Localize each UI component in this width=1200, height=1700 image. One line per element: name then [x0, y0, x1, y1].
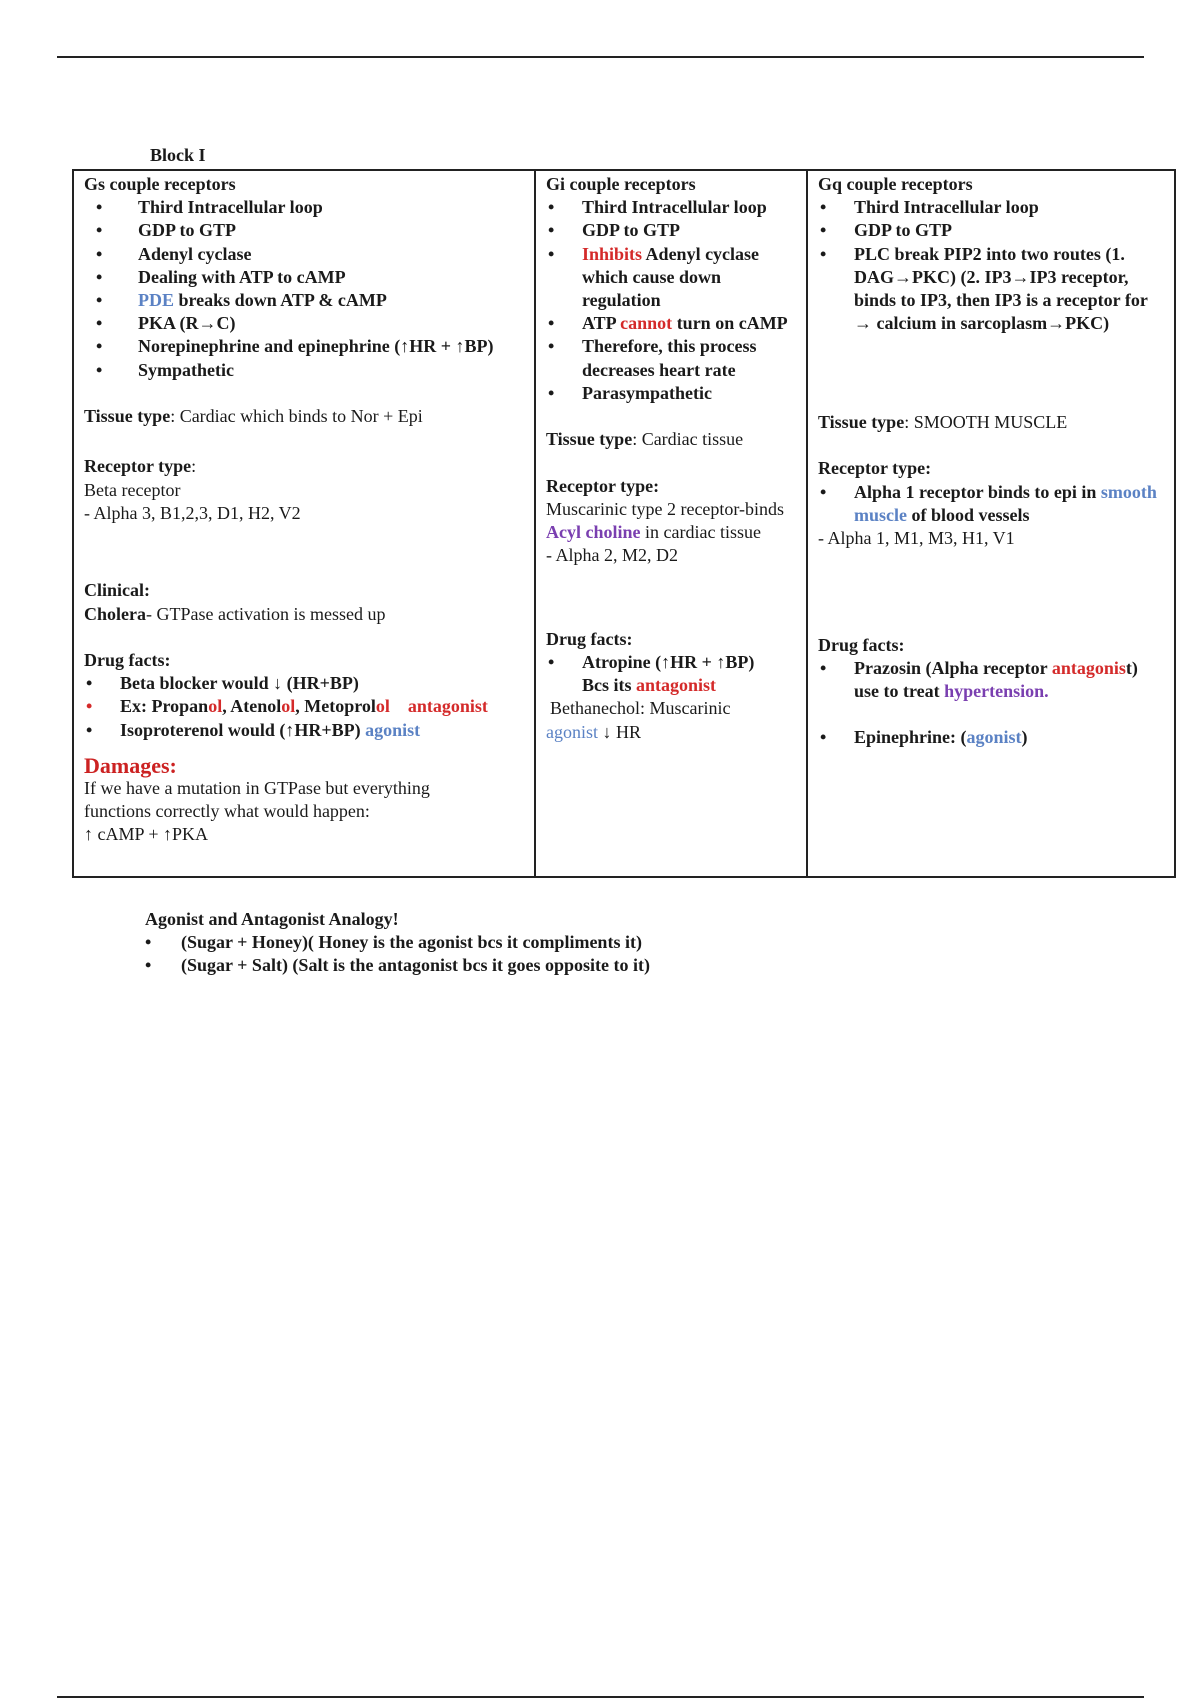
list-item: • Norepinephrine and epinephrine (↑HR + ↑BP) [84, 335, 526, 358]
list-item: • Alpha 1 receptor binds to epi in smooth muscle of blood vessels [818, 481, 1166, 527]
gi-tissue-type: Tissue type: Cardiac tissue [546, 429, 744, 450]
gq-receptor-line2: - Alpha 1, M1, M3, H1, V1 [818, 527, 1015, 548]
gi-bethanechol-line2: agonist ↓ HR [546, 721, 642, 742]
list-item: • Inhibits Adenyl cyclase which cause down regulation [546, 243, 798, 313]
gi-bethanechol: Bethanechol: Muscarinic [550, 698, 731, 719]
list-item: • Dealing with ATP to cAMP [84, 266, 526, 289]
list-item: • Isoproterenol would (↑HR+BP) agonist [84, 719, 526, 742]
gi-bullets [546, 196, 798, 405]
header-rule [57, 56, 1144, 58]
analogy-section [145, 908, 650, 977]
list-item: • Adenyl cyclase [84, 243, 526, 266]
gs-header: Gs couple receptors [84, 174, 236, 194]
list-item: • PLC break PIP2 into two routes (1. DAG→PKC) (2. IP3→IP3 receptor, binds to IP3, then IP3 is a receptor for → calcium in sarcoplasm→PKC) [818, 243, 1166, 336]
gq-receptor-list [818, 481, 1166, 527]
gq-column [808, 171, 1174, 876]
list-item: • Sympathetic [84, 359, 526, 382]
gq-tissue-type: Tissue type: SMOOTH MUSCLE [818, 411, 1068, 432]
gi-receptor-line1: Muscarinic type 2 receptor-binds Acyl choline in cardiac tissue [546, 498, 785, 543]
list-item: • Parasympathetic [546, 382, 798, 405]
block-title: Block I [150, 145, 206, 165]
list-item: • ATP cannot turn on cAMP [546, 312, 798, 335]
list-item: • PKA (R→C) [84, 312, 526, 335]
list-item: • (Sugar + Salt) (Salt is the antagonist bcs it goes opposite to it) [145, 954, 650, 977]
list-item: • Beta blocker would ↓ (HR+BP) [84, 672, 526, 695]
gs-tissue-type: Tissue type: Cardiac which binds to Nor + Epi [84, 406, 423, 427]
gs-bullets [84, 196, 526, 382]
gq-drug-label: Drug facts: [818, 634, 905, 655]
list-item: • Therefore, this process decreases heart rate [546, 335, 798, 381]
gi-header: Gi couple receptors [546, 174, 696, 194]
list-item: • GDP to GTP [84, 219, 526, 242]
list-item: • PDE breaks down ATP & cAMP [84, 289, 526, 312]
gs-damages-label: Damages: [84, 752, 177, 778]
footer-rule [57, 1696, 1144, 1698]
gs-clinical-label: Clinical: [84, 580, 150, 601]
gi-drug-list [546, 651, 798, 697]
gs-drug-list [84, 672, 526, 742]
list-item: • Ex: Propanol, Atenolol, Metoprolol antagonist [84, 695, 526, 718]
list-item: • Prazosin (Alpha receptor antagonist) use to treat hypertension. [818, 657, 1166, 703]
analogy-list [145, 931, 650, 977]
list-item: • Third Intracellular loop [546, 196, 798, 219]
gq-receptor-label: Receptor type: [818, 458, 932, 479]
list-item: • GDP to GTP [818, 219, 1166, 242]
gi-receptor-label: Receptor type: [546, 475, 660, 496]
gi-receptor-line2: - Alpha 2, M2, D2 [546, 545, 678, 566]
gq-header: Gq couple receptors [818, 174, 973, 194]
gs-damages-line1: If we have a mutation in GTPase but everything [84, 778, 430, 798]
list-item: • Third Intracellular loop [84, 196, 526, 219]
gs-drug-label: Drug facts: [84, 649, 171, 670]
gs-receptor-line2: - Alpha 3, B1,2,3, D1, H2, V2 [84, 502, 301, 523]
list-item: • Atropine (↑HR + ↑BP) Bcs its antagonist [546, 651, 798, 697]
gs-damages-line3: ↑ cAMP + ↑PKA [84, 824, 208, 845]
gs-cholera: Cholera- GTPase activation is messed up [84, 603, 386, 624]
list-item: • Third Intracellular loop [818, 196, 1166, 219]
gs-damages-line2: functions correctly what would happen: [84, 801, 370, 822]
gq-drug-list [818, 657, 1166, 750]
receptor-table [72, 169, 1176, 878]
gs-receptor-label: Receptor type: [84, 456, 197, 477]
list-item: • (Sugar + Honey)( Honey is the agonist bcs it compliments it) [145, 931, 650, 954]
gq-bullets [818, 196, 1166, 335]
list-item: • Epinephrine: (agonist) [818, 726, 1166, 749]
analogy-title: Agonist and Antagonist Analogy! [145, 909, 399, 929]
gi-drug-label: Drug facts: [546, 628, 633, 649]
gi-column [536, 171, 808, 876]
gs-column [74, 171, 536, 876]
gs-receptor-line1: Beta receptor [84, 479, 181, 500]
list-item: • GDP to GTP [546, 219, 798, 242]
